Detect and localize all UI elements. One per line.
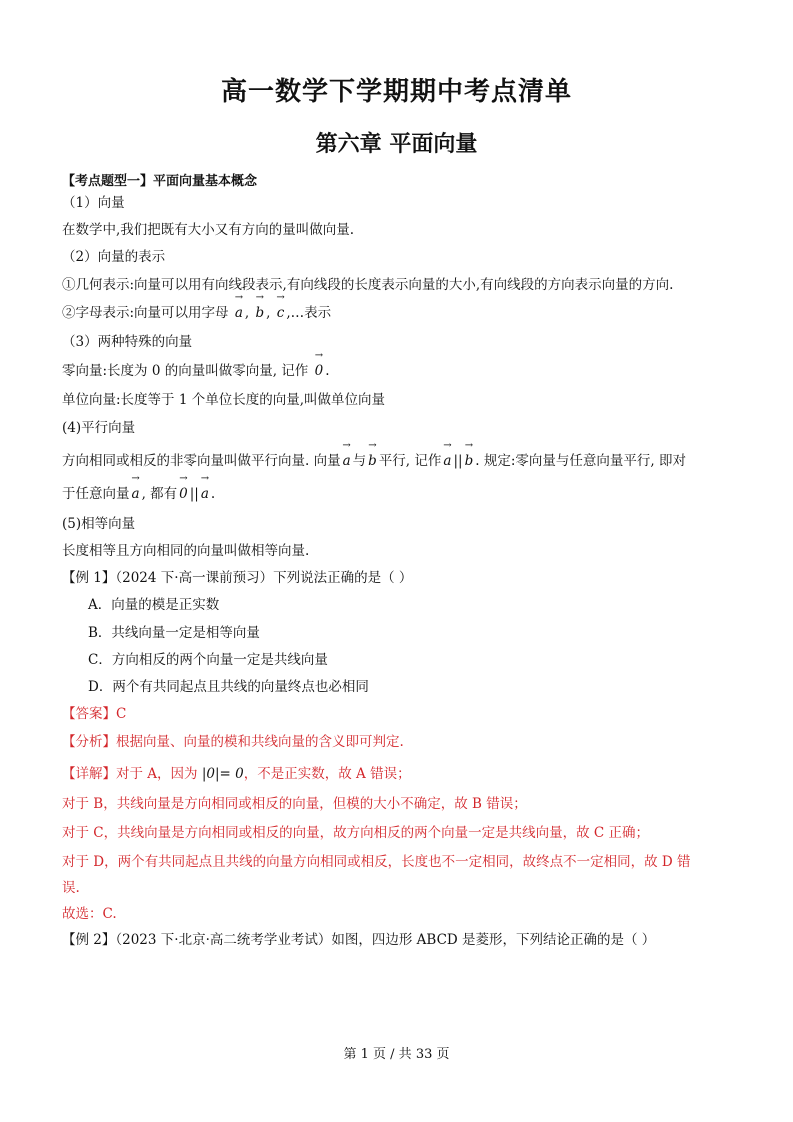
answer-value: C bbox=[116, 706, 127, 722]
parallel-text-4: . 规定:零向量与任意向量平行, 即对 bbox=[475, 453, 686, 469]
document-title: 高一数学下学期期中考点清单 bbox=[220, 77, 572, 107]
heading-special-vectors: （3）两种特殊的向量 bbox=[62, 334, 193, 350]
definition-vector: 在数学中,我们把既有大小又有方向的量叫做向量. bbox=[62, 222, 355, 238]
example1-detail-b: 对于 B，共线向量是方向相同或相反的向量，但模的大小不确定，故 B 错误； bbox=[62, 796, 527, 812]
example1-detail-c: 对于 C，共线向量是方向相同或相反的向量，故方向相反的两个向量一定是共线向量，故 C 正确； bbox=[62, 825, 650, 841]
example1-detail-d: 对于 D，两个有共同起点且共线的向量方向相同或相反，长度也不一定相同，故终点不一定相同，故 D 错 bbox=[62, 854, 691, 870]
unit-vector-definition: 单位向量:长度等于 1 个单位长度的向量,叫做单位向量 bbox=[62, 392, 386, 408]
vector-a-symbol: → a bbox=[131, 485, 141, 503]
detail-label: 【详解】 bbox=[62, 766, 116, 782]
parallel-text-1: 方向相同或相反的非零向量叫做平行向量. 向量 bbox=[62, 453, 341, 469]
parallel-rule: 于任意向量→ a , 都有→ 0 ||→ a . bbox=[62, 485, 215, 503]
zero-vector-symbol: → 0 bbox=[178, 485, 189, 503]
heading-equal-vectors: (5)相等向量 bbox=[62, 516, 136, 532]
vector-b-symbol: → b bbox=[464, 452, 475, 470]
letter-representation: ②字母表示:向量可以用字母 → a , → b , → c ,…表示 bbox=[62, 304, 331, 322]
answer-label: 【答案】 bbox=[62, 706, 116, 722]
vector-c-symbol: → c bbox=[276, 304, 286, 322]
parallel-text-3: 平行, 记作 bbox=[378, 453, 442, 469]
letter-representation-text: ②字母表示:向量可以用字母 bbox=[62, 305, 229, 321]
zero-vector-definition: 零向量:长度为 0 的向量叫做零向量, 记作 → 0 . bbox=[62, 362, 330, 380]
vector-a-symbol: → a bbox=[234, 304, 244, 322]
equal-vector-definition: 长度相等且方向相同的向量叫做相等向量. bbox=[62, 543, 310, 559]
example1-option-c: C．方向相反的两个向量一定是共线向量 bbox=[88, 652, 328, 668]
example1-option-d: D．两个有共同起点且共线的向量终点也必相同 bbox=[88, 679, 369, 695]
example1-analysis bbox=[62, 733, 404, 751]
zero-vector-text: 零向量:长度为 0 的向量叫做零向量, 记作 bbox=[62, 363, 309, 379]
example2-question: 【例 2】（2023 下·北京·高二统考学业考试）如图，四边形 ABCD 是菱形，下列结论正确的是（ ） bbox=[62, 932, 656, 948]
vector-a-symbol: → a bbox=[200, 485, 210, 503]
letter-representation-tail: ,…表示 bbox=[286, 305, 332, 321]
parallel-text-2: 与 bbox=[352, 453, 367, 469]
heading-vector: （1）向量 bbox=[62, 195, 125, 211]
heading-representation: （2）向量的表示 bbox=[62, 249, 166, 265]
geometric-representation: ①几何表示:向量可以用有向线段表示,有向线段的长度表示向量的大小,有向线段的方向表示向量的方向. bbox=[62, 277, 674, 293]
vector-b-symbol: → b bbox=[255, 304, 266, 322]
parallel-vector-definition: 方向相同或相反的非零向量叫做平行向量. 向量→ a 与→ b 平行, 记作→ a ||→ b . 规定:零向量与任意向量平行, 即对 bbox=[62, 452, 686, 470]
vector-a-symbol: → a bbox=[442, 452, 452, 470]
detail-a-tail: ，不是正实数，故 A 错误； bbox=[243, 766, 411, 782]
parallel-rule-text-2: , 都有 bbox=[141, 486, 178, 502]
heading-parallel-vectors: (4)平行向量 bbox=[62, 420, 136, 436]
section-label: 【考点题型一】平面向量基本概念 bbox=[62, 174, 258, 189]
example1-choice: 故选：C. bbox=[62, 906, 117, 922]
example1-option-a: A．向量的模是正实数 bbox=[88, 597, 220, 613]
example1-option-b: B．共线向量一定是相等向量 bbox=[88, 625, 260, 641]
example1-detail-d-cont: 误. bbox=[62, 880, 80, 896]
page-footer: 第 1 页 / 共 33 页 bbox=[343, 1047, 450, 1062]
parallel-rule-text-1: 于任意向量 bbox=[62, 486, 130, 502]
analysis-text: 根据向量、向量的模和共线向量的含义即可判定. bbox=[116, 734, 404, 750]
example1-question: 【例 1】（2024 下·高一课前预习）下列说法正确的是（ ） bbox=[62, 570, 413, 586]
zero-vector-modulus-expr: |0|= 0 bbox=[201, 766, 244, 782]
chapter-title: 第六章 平面向量 bbox=[315, 131, 478, 157]
analysis-label: 【分析】 bbox=[62, 734, 116, 750]
detail-a-text: 对于 A，因为 bbox=[116, 766, 198, 782]
zero-vector-symbol: → 0 bbox=[314, 362, 325, 380]
vector-a-symbol: → a bbox=[342, 452, 352, 470]
vector-b-symbol: → b bbox=[367, 452, 378, 470]
example1-detail-a bbox=[62, 765, 411, 783]
example1-answer bbox=[62, 705, 126, 723]
